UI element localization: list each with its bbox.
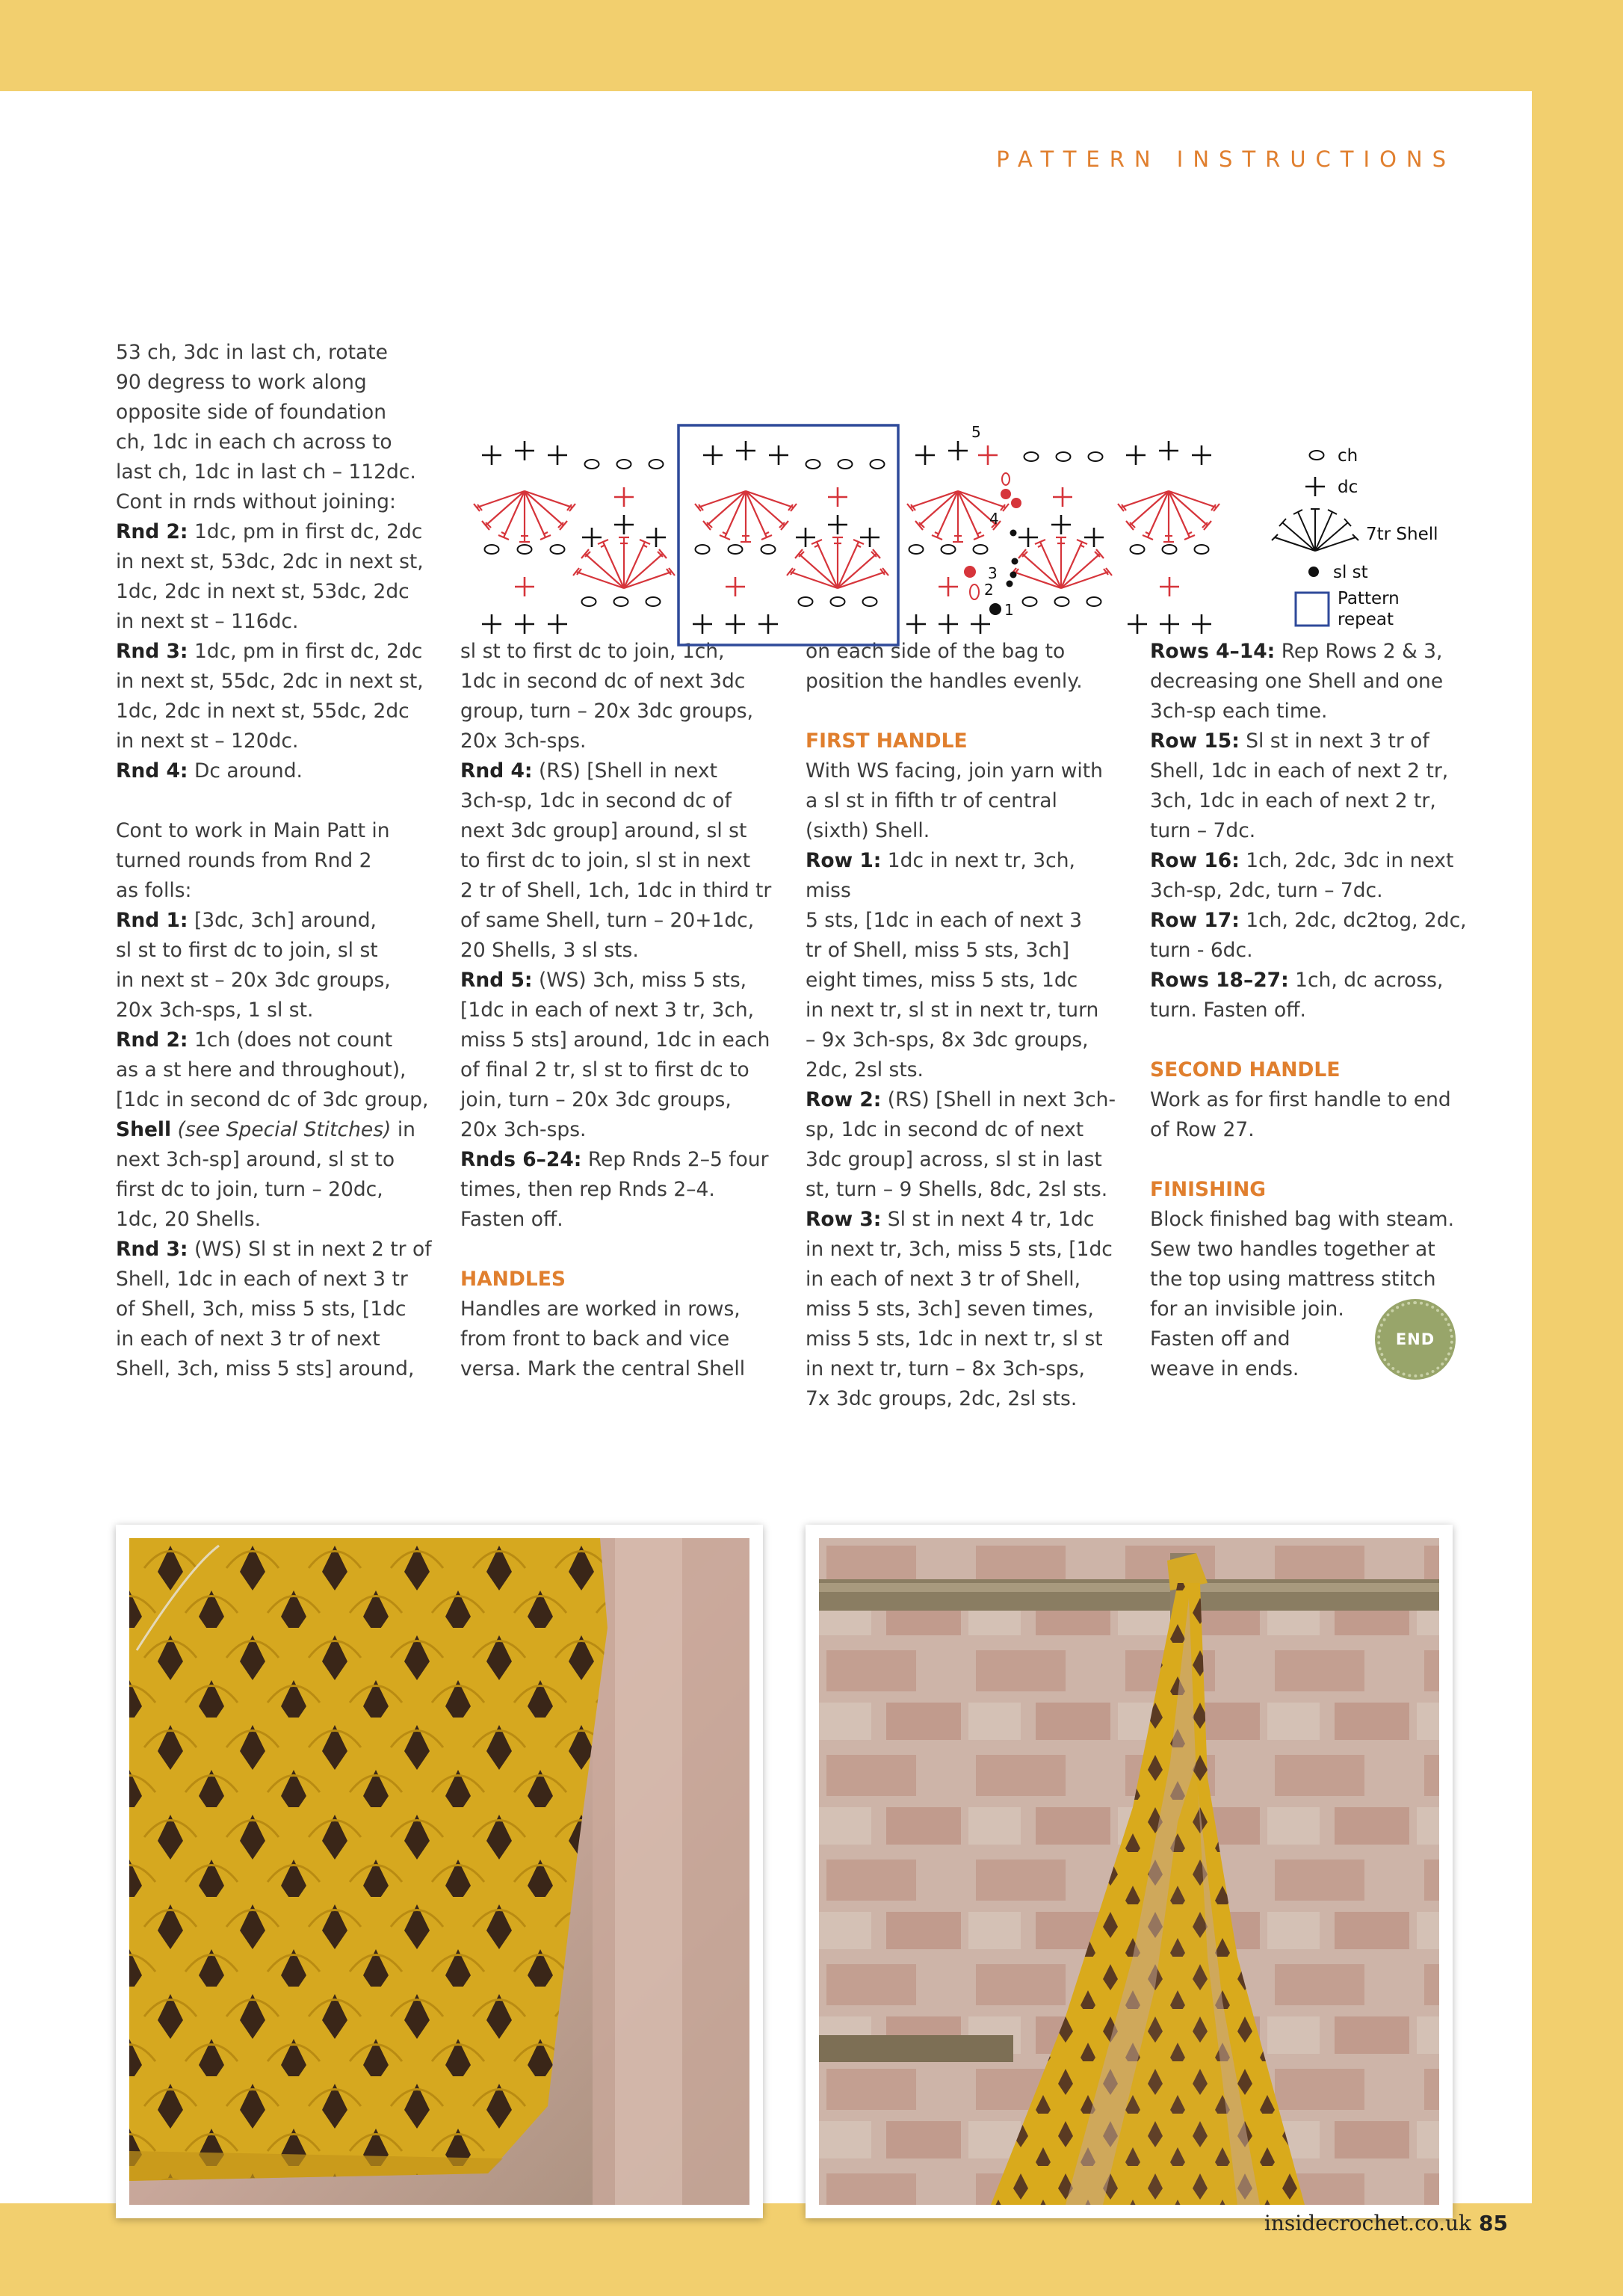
text-line: in next st, 53dc, 2dc in next st,: [116, 550, 424, 573]
text-line: 1dc, 20 Shells.: [116, 1208, 262, 1231]
text-line: 1dc, 2dc in next st, 53dc, 2dc: [116, 580, 409, 603]
text-line: 20x 3ch-sps.: [460, 729, 587, 753]
text-line: of Row 27.: [1150, 1118, 1255, 1141]
footer: [1264, 2211, 1508, 2235]
text-line: sl st to first dc to join, sl st: [116, 939, 378, 962]
text-line: in next tr, turn – 8x 3ch-sps,: [806, 1357, 1085, 1380]
chart-row-bottom: [482, 614, 1211, 634]
row-label: Row 3:: [806, 1208, 882, 1231]
text-line: from front to back and vice: [460, 1327, 730, 1351]
row-label: Row 15:: [1150, 729, 1240, 753]
text-line: on each side of the bag to: [806, 640, 1066, 663]
chart-row-middle: [485, 515, 1209, 554]
row-label: Row 2:: [806, 1088, 882, 1111]
text-line: With WS facing, join yarn with: [806, 759, 1103, 783]
text-line: turn - 6dc.: [1150, 939, 1253, 962]
text-line: Row 2: (RS) [Shell in next 3ch-: [806, 1088, 1116, 1111]
row-label: Row 17:: [1150, 909, 1240, 932]
text-line: in next tr, 3ch, miss 5 sts, [1dc: [806, 1238, 1113, 1261]
end-badge: END: [1377, 1301, 1453, 1377]
text-line: Rnd 3: 1dc, pm in first dc, 2dc: [116, 640, 423, 663]
text-line: Shell (see Special Stitches) in: [116, 1118, 415, 1141]
chart-number-4: 4: [989, 510, 999, 528]
legend-dc: dc: [1338, 478, 1358, 497]
text-line: as a st here and throughout),: [116, 1058, 406, 1081]
text-line: Fasten off.: [460, 1208, 563, 1231]
round-label: Rnd 4:: [460, 759, 533, 783]
text-line: Row 1: 1dc in next tr, 3ch, miss: [806, 849, 1075, 902]
text-line: [1dc in second dc of 3dc group,: [116, 1088, 429, 1111]
text-line: Work as for first handle to end: [1150, 1088, 1451, 1111]
text-line: in next st, 55dc, 2dc in next st,: [116, 670, 424, 693]
text-line: 20x 3ch-sps, 1 sl st.: [116, 999, 314, 1022]
text-line: Rnd 2: 1ch (does not count: [116, 1028, 393, 1052]
legend-shell: 7tr Shell: [1366, 525, 1438, 544]
text-line: as folls:: [116, 879, 192, 902]
text-line: Rows 4–14: Rep Rows 2 & 3,: [1150, 640, 1443, 663]
text-line: Cont in rnds without joining:: [116, 490, 396, 513]
text-line: 3dc group] across, sl st in last: [806, 1148, 1102, 1171]
round-label: Rnd 5:: [460, 969, 533, 992]
text-line: Sew two handles together at: [1150, 1238, 1435, 1261]
row-label: Row 16:: [1150, 849, 1240, 872]
text-line: 90 degress to work along: [116, 371, 367, 394]
page-number: 85: [1479, 2211, 1508, 2235]
text-line: 2dc, 2sl sts.: [806, 1058, 924, 1081]
text-line: Shell, 1dc in each of next 2 tr,: [1150, 759, 1449, 783]
section-heading-second-handle: SECOND HANDLE: [1150, 1058, 1341, 1081]
text-line: of Shell, 3ch, miss 5 sts, [1dc: [116, 1297, 406, 1321]
text-line: turn. Fasten off.: [1150, 999, 1306, 1022]
text-line: in each of next 3 tr of Shell,: [806, 1268, 1081, 1291]
text-line: 3ch-sp, 1dc in second dc of: [460, 789, 732, 812]
round-label: Rnd 2:: [116, 520, 188, 543]
text-line: turn – 7dc.: [1150, 819, 1256, 842]
text-column-3: [806, 637, 1127, 1414]
text-line: 1dc, 2dc in next st, 55dc, 2dc: [116, 700, 409, 723]
text-line: to first dc to join, sl st in next: [460, 849, 751, 872]
text-line: Row 3: Sl st in next 4 tr, 1dc: [806, 1208, 1095, 1231]
text-line: Cont to work in Main Patt in: [116, 819, 390, 842]
text-line: Rnd 4: (RS) [Shell in next: [460, 759, 717, 783]
chart-legend: [1272, 446, 1438, 629]
text-line: 53 ch, 3dc in last ch, rotate: [116, 341, 388, 364]
bag-hanging-photo: [819, 1538, 1439, 2205]
round-label: Rnd 2:: [116, 1028, 188, 1052]
text-line: Row 15: Sl st in next 3 tr of: [1150, 729, 1429, 753]
text-line: Block finished bag with steam.: [1150, 1208, 1455, 1231]
text-line: next 3ch-sp] around, sl st to: [116, 1148, 395, 1171]
text-line: in next tr, sl st in next tr, turn: [806, 999, 1099, 1022]
text-line: of same Shell, turn – 20+1dc,: [460, 909, 755, 932]
text-column-1: [116, 338, 437, 1384]
legend-ch: ch: [1338, 446, 1358, 466]
text-line: 3ch-sp each time.: [1150, 700, 1328, 723]
stitch-chart: [456, 409, 1472, 655]
round-label: Rnd 1:: [116, 909, 188, 932]
round-label: Rnd 4:: [116, 759, 188, 783]
chart-number-5: 5: [971, 423, 981, 441]
text-line: in next st – 20x 3dc groups,: [116, 969, 391, 992]
text-line: miss 5 sts] around, 1dc in each: [460, 1028, 770, 1052]
text-line: the top using mattress stitch: [1150, 1268, 1436, 1291]
legend-slst: sl st: [1333, 563, 1368, 582]
chart-row-top: [482, 441, 1211, 469]
text-line: 3ch, 1dc in each of next 2 tr,: [1150, 789, 1436, 812]
site-url: insidecrochet.co.uk: [1264, 2211, 1472, 2235]
text-line: in next st – 120dc.: [116, 729, 299, 753]
text-line: decreasing one Shell and one: [1150, 670, 1444, 693]
chart-number-3: 3: [988, 564, 998, 582]
text-line: times, then rep Rnds 2–4.: [460, 1178, 715, 1201]
bag-closeup-photo: [129, 1538, 749, 2205]
photo-frame-right: [806, 1525, 1453, 2218]
text-line: Row 17: 1ch, 2dc, dc2tog, 2dc,: [1150, 909, 1467, 932]
text-line: st, turn – 9 Shells, 8dc, 2sl sts.: [806, 1178, 1108, 1201]
round-label: Rnd 3:: [116, 640, 188, 663]
text-line: for an invisible join.: [1150, 1297, 1344, 1321]
legend-repeat-1: Pattern: [1338, 589, 1400, 608]
text-line: 7x 3dc groups, 2dc, 2sl sts.: [806, 1387, 1078, 1410]
text-line: 20x 3ch-sps.: [460, 1118, 587, 1141]
text-line: [1dc in each of next 3 tr, 3ch,: [460, 999, 755, 1022]
text-line: Row 16: 1ch, 2dc, 3dc in next: [1150, 849, 1454, 872]
text-line: join, turn – 20x 3dc groups,: [460, 1088, 732, 1111]
text-line: tr of Shell, miss 5 sts, 3ch]: [806, 939, 1070, 962]
text-line: 20 Shells, 3 sl sts.: [460, 939, 639, 962]
text-line: Shell, 1dc in each of next 3 tr: [116, 1268, 408, 1291]
bag-closeup-illustration: [129, 1538, 749, 2205]
text-line: (sixth) Shell.: [806, 819, 930, 842]
row-label: Rows 4–14:: [1150, 640, 1276, 663]
text-line: of final 2 tr, sl st to first dc to: [460, 1058, 749, 1081]
section-heading-handles: HANDLES: [460, 1268, 566, 1291]
chart-join-markers: [964, 423, 1021, 619]
chart-number-2: 2: [984, 581, 994, 599]
chart-number-1: 1: [1004, 601, 1014, 619]
text-line: a sl st in fifth tr of central: [806, 789, 1057, 812]
pattern-repeat-box: [678, 425, 898, 645]
chart-shells-lower: [515, 537, 1179, 606]
text-column-4: [1150, 637, 1471, 1384]
row-label: Row 1:: [806, 849, 882, 872]
round-label: Rnd 3:: [116, 1238, 188, 1261]
text-line: in each of next 3 tr of next: [116, 1327, 380, 1351]
text-line: Rnd 4: Dc around.: [116, 759, 303, 783]
page: [0, 91, 1532, 2203]
text-line: Rnd 5: (WS) 3ch, miss 5 sts,: [460, 969, 747, 992]
bag-hanging-illustration: [819, 1538, 1439, 2205]
text-line: Handles are worked in rows,: [460, 1297, 741, 1321]
text-line: Fasten off and: [1150, 1327, 1290, 1351]
text-line: Rnd 2: 1dc, pm in first dc, 2dc: [116, 520, 423, 543]
text-line: ch, 1dc in each ch across to: [116, 430, 392, 454]
text-line: Shell, 3ch, miss 5 sts] around,: [116, 1357, 415, 1380]
text-line: Rnd 1: [3dc, 3ch] around,: [116, 909, 377, 932]
section-heading-finishing: FINISHING: [1150, 1178, 1267, 1201]
text-line: Rnds 6–24: Rep Rnds 2–5 four: [460, 1148, 769, 1171]
text-line: last ch, 1dc in last ch – 112dc.: [116, 460, 416, 484]
text-line: Rows 18–27: 1ch, dc across,: [1150, 969, 1444, 992]
section-label: PATTERN INSTRUCTIONS: [996, 146, 1456, 172]
photo-frame-left: [116, 1525, 763, 2218]
row-label: Rows 18–27:: [1150, 969, 1289, 992]
text-line: sl st to first dc to join, 1ch,: [460, 640, 725, 663]
text-line: – 9x 3ch-sps, 8x 3dc groups,: [806, 1028, 1089, 1052]
legend-repeat-2: repeat: [1338, 610, 1394, 629]
text-line: position the handles evenly.: [806, 670, 1083, 693]
round-label: Rnds 6–24:: [460, 1148, 582, 1171]
text-line: eight times, miss 5 sts, 1dc: [806, 969, 1078, 992]
text-line: 3ch-sp, 2dc, turn – 7dc.: [1150, 879, 1383, 902]
text-line: miss 5 sts, 3ch] seven times,: [806, 1297, 1094, 1321]
text-line: weave in ends.: [1150, 1357, 1299, 1380]
text-line: in next st – 116dc.: [116, 610, 299, 633]
text-line: group, turn – 20x 3dc groups,: [460, 700, 754, 723]
text-line: first dc to join, turn – 20dc,: [116, 1178, 383, 1201]
text-line: versa. Mark the central Shell: [460, 1357, 746, 1380]
text-line: miss 5 sts, 1dc in next tr, sl st: [806, 1327, 1103, 1351]
text-line: Rnd 3: (WS) Sl st in next 2 tr of: [116, 1238, 432, 1261]
chart-shells-upper: [474, 487, 1219, 542]
text-column-2: [460, 637, 782, 1384]
text-line: 5 sts, [1dc in each of next 3: [806, 909, 1083, 932]
text-line: 2 tr of Shell, 1ch, 1dc in third tr: [460, 879, 772, 902]
text-line: opposite side of foundation: [116, 401, 386, 424]
text-line: 1dc in second dc of next 3dc: [460, 670, 746, 693]
text-line: sp, 1dc in second dc of next: [806, 1118, 1084, 1141]
text-line: next 3dc group] around, sl st: [460, 819, 747, 842]
section-heading-first-handle: FIRST HANDLE: [806, 729, 968, 753]
text-line: turned rounds from Rnd 2: [116, 849, 372, 872]
